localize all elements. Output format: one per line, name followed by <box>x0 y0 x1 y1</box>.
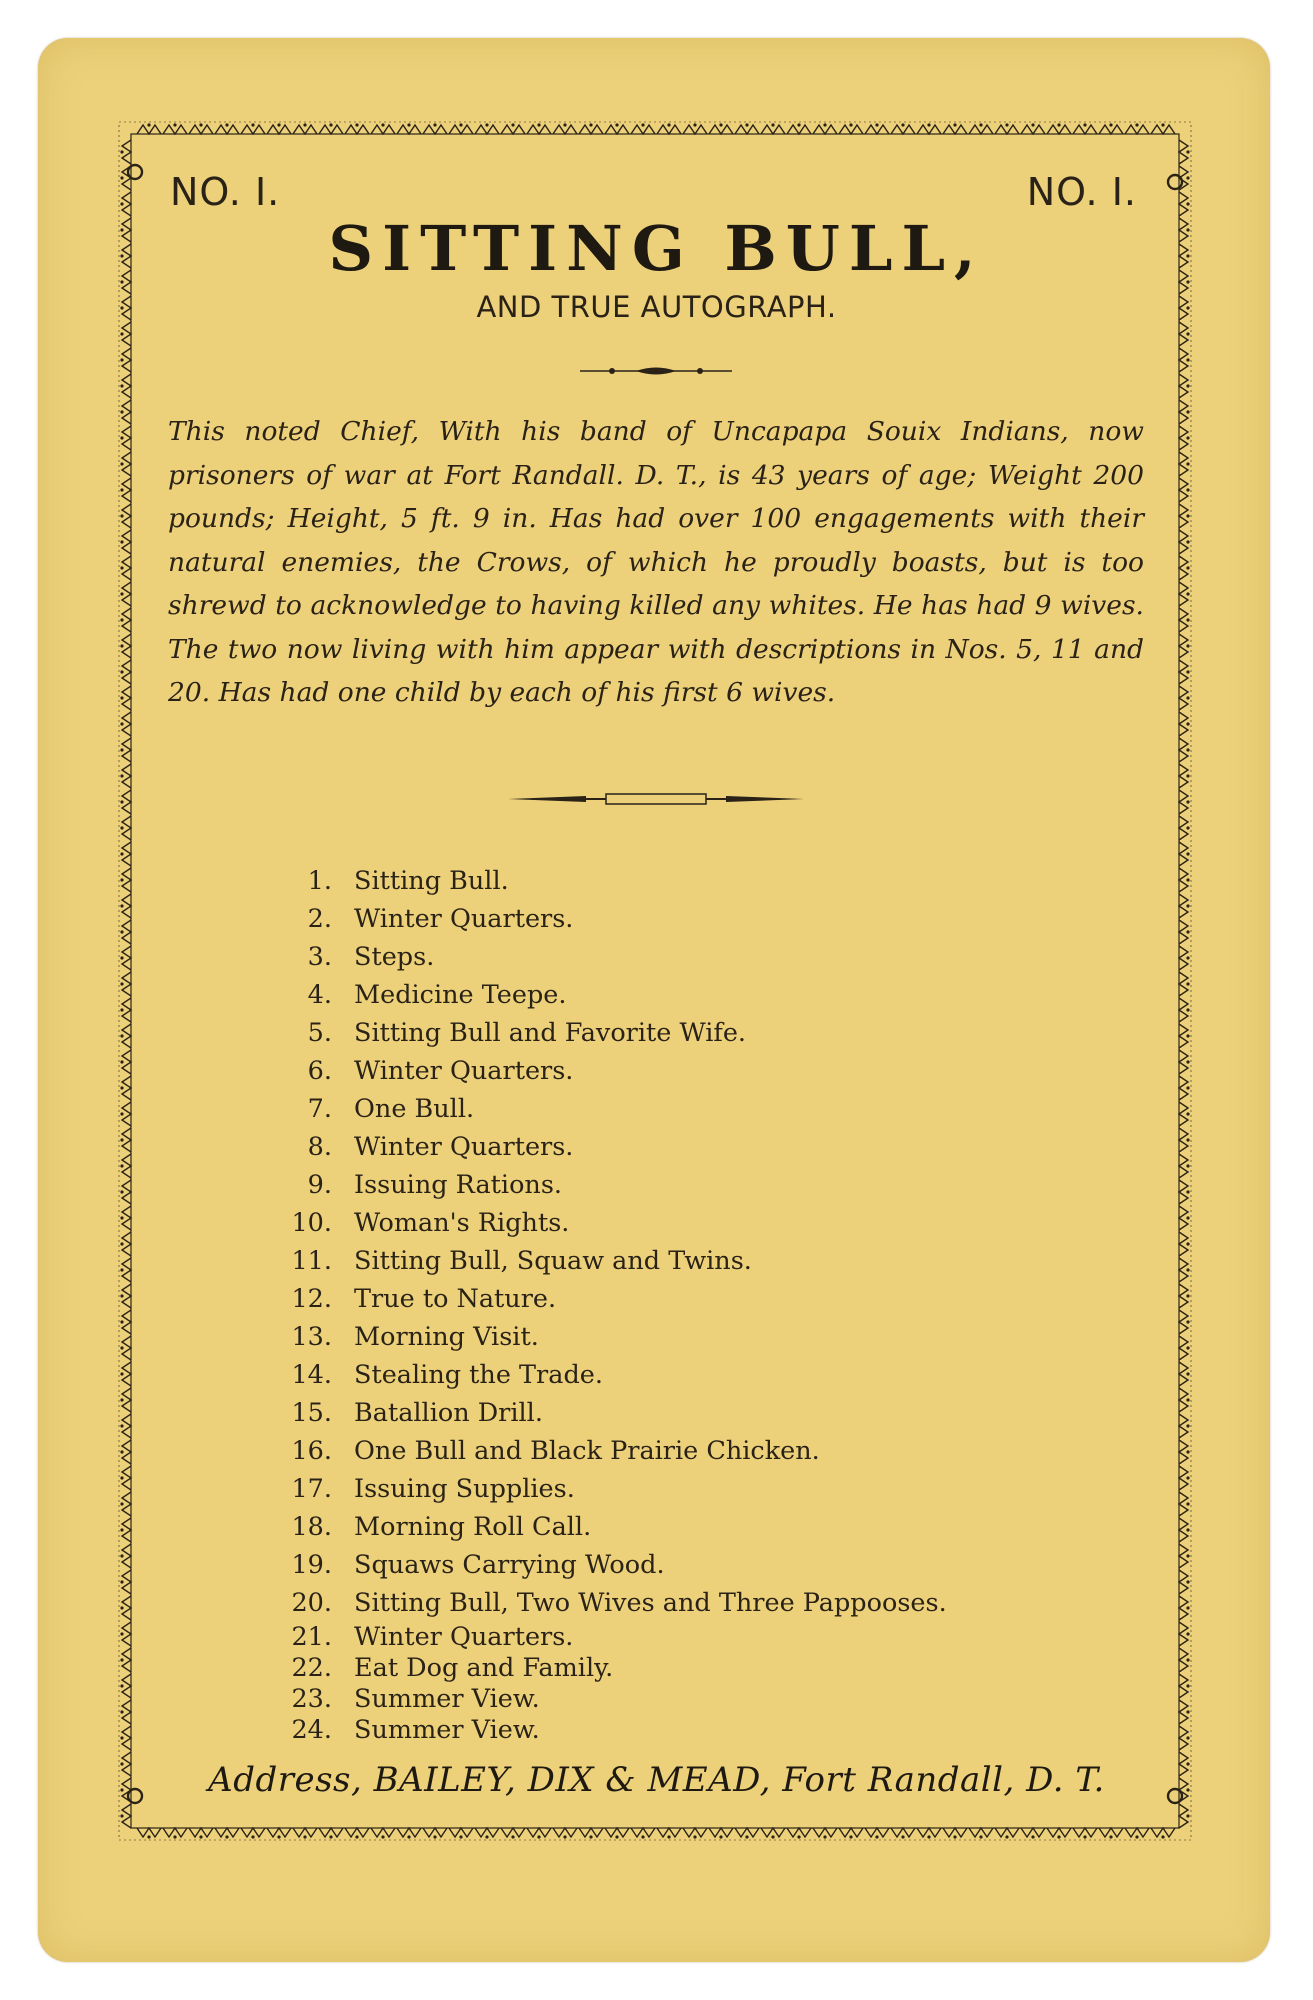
list-item <box>282 1014 947 1052</box>
list-item-title: Steps. <box>354 942 435 972</box>
list-item-number: 19. <box>291 1550 332 1580</box>
list-item-title: Stealing the Trade. <box>354 1360 603 1390</box>
list-item <box>282 938 947 976</box>
list-item-number: 18. <box>291 1512 332 1542</box>
list-item-number: 6. <box>307 1056 332 1086</box>
list-item-number: 16. <box>291 1436 332 1466</box>
list-item-title: Sitting Bull, Squaw and Twins. <box>354 1246 752 1276</box>
list-item-title: Summer View. <box>354 1715 540 1745</box>
list-item <box>282 1356 947 1394</box>
list-item <box>282 1470 947 1508</box>
list-item-title: Sitting Bull and Favorite Wife. <box>354 1018 747 1048</box>
list-item <box>282 1394 947 1432</box>
list-item-title: Squaws Carrying Wood. <box>354 1550 665 1580</box>
list-item-title: Issuing Supplies. <box>354 1474 575 1504</box>
list-item-title: Medicine Teepe. <box>354 980 567 1010</box>
list-item <box>282 1166 947 1204</box>
list-item-number: 22. <box>291 1653 332 1683</box>
list-item-title: Sitting Bull, Two Wives and Three Pappooses. <box>354 1588 947 1618</box>
list-item <box>282 976 947 1014</box>
list-item <box>282 1653 947 1684</box>
card-subtitle: AND TRUE AUTOGRAPH. <box>476 290 837 324</box>
list-item <box>282 1546 947 1584</box>
list-item-title: Winter Quarters. <box>354 904 574 934</box>
list-item-number: 10. <box>291 1208 332 1238</box>
list-item-number: 11. <box>291 1246 332 1276</box>
list-item-title: Winter Quarters. <box>354 1622 574 1652</box>
list-item-number: 3. <box>307 942 332 972</box>
list-item-number: 21. <box>291 1622 332 1652</box>
chief-description: This noted Chief, With his band of Uncapapa Souix Indians, now prisoners of war at Fort Randall. D. T., is 43 years of age; Weight 200 pounds; Height, 5 ft. 9 in. Has had over 100 engagements with their natural enemies, the Crows, of which he proudly boasts, but is too shrewd to acknowledge to having killed any whites. He has had 9 wives. The two now living with him appear with descriptions in Nos. 5, 11 and 20. Has had one child by each of his first 6 wives. <box>168 416 1144 708</box>
list-item-number: 2. <box>307 904 332 934</box>
card-number-left: NO. I. <box>170 170 281 214</box>
list-item <box>282 1242 947 1280</box>
list-item-number: 14. <box>291 1360 332 1390</box>
list-item-title: Morning Visit. <box>354 1322 539 1352</box>
list-item-number: 15. <box>291 1398 332 1428</box>
list-item-number: 9. <box>307 1170 332 1200</box>
list-item-number: 5. <box>307 1018 332 1048</box>
list-item <box>282 1318 947 1356</box>
list-item-number: 23. <box>291 1684 332 1714</box>
list-item <box>282 1715 947 1746</box>
list-item-number: 4. <box>307 980 332 1010</box>
list-item <box>282 1684 947 1715</box>
list-item-title: Batallion Drill. <box>354 1398 543 1428</box>
publisher-address: Address, BAILEY, DIX & MEAD, Fort Randall, D. T. <box>208 1760 1105 1800</box>
list-item-title: Eat Dog and Family. <box>354 1653 614 1683</box>
list-item-title: True to Nature. <box>354 1284 557 1314</box>
list-item <box>282 1584 947 1622</box>
list-item-number: 20. <box>291 1588 332 1618</box>
list-item-title: Issuing Rations. <box>354 1170 563 1200</box>
ornament-divider-small <box>580 363 732 379</box>
list-item-title: Summer View. <box>354 1684 540 1714</box>
list-item-title: Morning Roll Call. <box>354 1512 592 1542</box>
list-item-title: One Bull and Black Prairie Chicken. <box>354 1436 820 1466</box>
list-item-number: 13. <box>291 1322 332 1352</box>
list-item-number: 12. <box>291 1284 332 1314</box>
list-item <box>282 1090 947 1128</box>
list-item <box>282 1204 947 1242</box>
list-item-number: 1. <box>307 866 332 896</box>
list-item <box>282 1128 947 1166</box>
list-item <box>282 1052 947 1090</box>
list-item-title: Sitting Bull. <box>354 866 509 896</box>
list-item-title: Winter Quarters. <box>354 1132 574 1162</box>
list-item <box>282 1280 947 1318</box>
photo-series-list <box>282 862 947 1746</box>
list-item <box>282 1432 947 1470</box>
card-number-right: NO. I. <box>1026 170 1137 214</box>
list-item-number: 24. <box>291 1715 332 1745</box>
card-title: SITTING BULL, <box>328 212 985 285</box>
list-item-title: Winter Quarters. <box>354 1056 574 1086</box>
list-item-title: One Bull. <box>354 1094 475 1124</box>
ornament-divider-large <box>508 790 804 808</box>
list-item <box>282 1508 947 1546</box>
list-item <box>282 900 947 938</box>
list-item-number: 17. <box>291 1474 332 1504</box>
list-item-number: 8. <box>307 1132 332 1162</box>
list-item <box>282 1622 947 1653</box>
list-item-number: 7. <box>307 1094 332 1124</box>
list-item <box>282 862 947 900</box>
list-item-title: Woman's Rights. <box>354 1208 570 1238</box>
